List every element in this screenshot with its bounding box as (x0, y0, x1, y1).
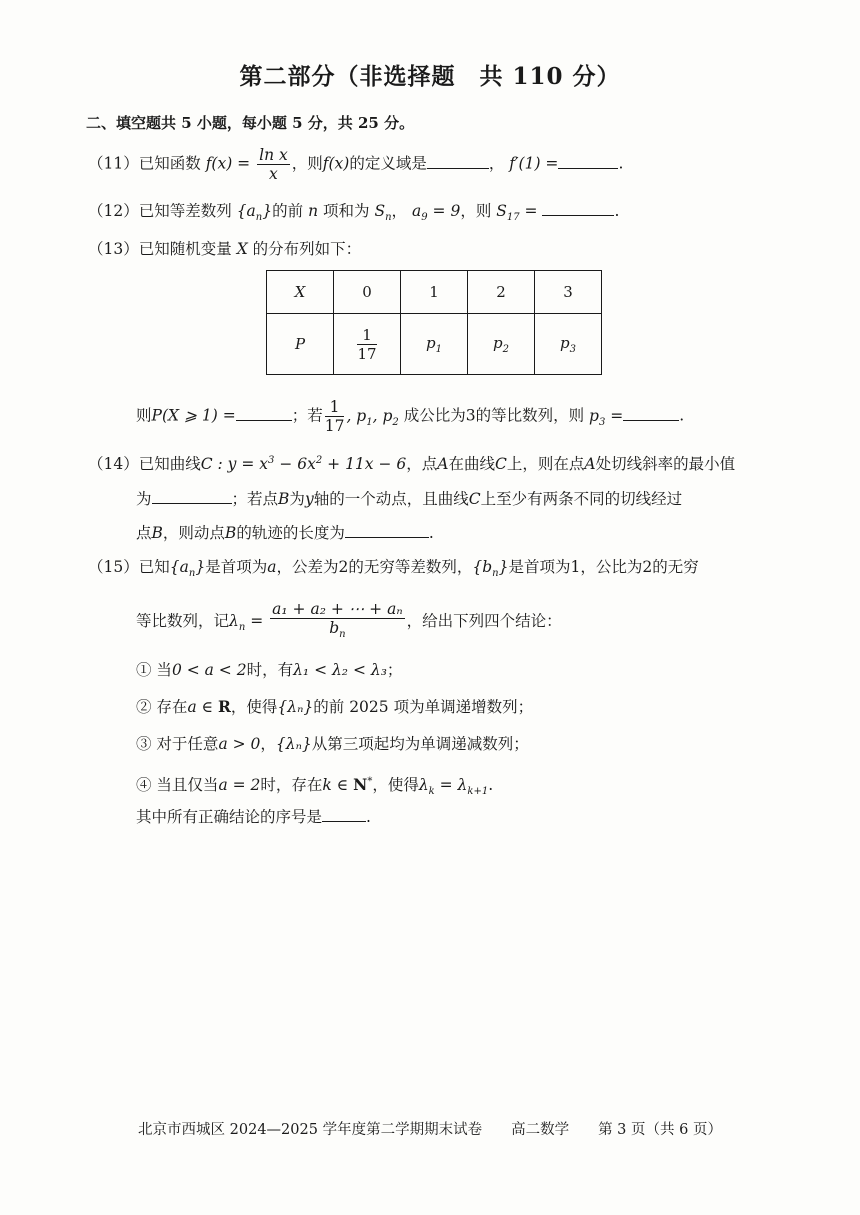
question-text: ；若点 (231, 490, 279, 508)
question-text: ，给出下列四个结论： (406, 612, 562, 631)
math-expr: $a_9 = 9$ (411, 202, 461, 224)
question-text: 已知曲线 (138, 455, 201, 474)
question-text: ；若 (291, 406, 323, 425)
math-number: 2 (642, 558, 653, 576)
math-expr: {λₙ} (275, 735, 312, 753)
math-expr: λ₁ < λ₂ < λ₃ (293, 661, 387, 679)
question-text: 点 (136, 524, 152, 542)
question-text: ，则 (460, 202, 492, 220)
question-number: （14） (88, 455, 139, 474)
question-text: 的前 2025 项为单调递增数列； (313, 698, 534, 716)
math-expr: k ∈ (322, 776, 354, 795)
answer-blank[interactable] (427, 154, 489, 169)
math-expr: $S_n$ (374, 202, 392, 224)
math-var: X (236, 240, 248, 258)
question-number: （13） (88, 240, 139, 258)
question-text: 时，有 (246, 661, 294, 679)
math-expr: C : $y = x^3 - 6x^2 + 11x - 6$ (200, 455, 407, 474)
question-13 (88, 238, 361, 260)
fraction: $\frac{1}{17}$ (324, 398, 345, 435)
math-number: 3 (465, 406, 476, 425)
math-var: a (267, 558, 277, 576)
math-expr: $\{b_n\}$ (472, 558, 509, 580)
question-text: 从第三项起均为单调递减数列； (311, 735, 529, 753)
question-text: 轴的一个动点，且曲线 (313, 490, 469, 508)
question-15-line2 (136, 600, 562, 644)
section-heading: 二、填空题共 5 小题，每小题 5 分，共 25 分。 (86, 114, 415, 132)
question-12: （12）已知等差数列 $\{a_n\}$的前 n 项和为 $S_n$， $a_9 = 9$，则 $S_{17}$ = . (88, 202, 620, 224)
math-expr: $\{a_n\}$ (236, 202, 273, 224)
question-text: 的等比数列，则 (475, 406, 585, 425)
math-expr: a ∈ (187, 698, 219, 716)
math-expr: f(x) = (205, 154, 251, 173)
table-cell: X (267, 271, 334, 314)
question-text: ，使得 (372, 776, 419, 795)
table-cell: $p_2$ (468, 314, 535, 375)
table-row (267, 314, 602, 375)
math-set: R (218, 697, 231, 716)
math-expr: 0 < a < 2 (171, 661, 247, 679)
fraction: $\frac{\text{a₁ + a₂ + ⋯ + aₙ}}{b_n}$ (272, 600, 403, 641)
math-var: n (308, 202, 319, 220)
table-cell: 2 (468, 271, 535, 314)
question-text: 在曲线 (448, 455, 495, 474)
math-var: A (437, 455, 449, 474)
answer-blank[interactable] (236, 406, 292, 421)
answer-blank[interactable] (623, 406, 679, 421)
page-title: 第二部分（非选择题 共 110 分） (239, 63, 621, 90)
question-14-line2 (136, 488, 682, 510)
table-cell: P (267, 314, 334, 375)
question-text: 上至少有两条不同的切线经过 (480, 490, 683, 508)
table-cell: $p_1$ (401, 314, 468, 375)
table-cell: 1 (401, 271, 468, 314)
conclusion-2 (136, 696, 533, 718)
math-var: C (494, 455, 507, 474)
answer-blank[interactable] (322, 807, 366, 822)
question-text: 为 (289, 490, 305, 508)
question-text: . (488, 776, 494, 795)
math-set: N (353, 775, 368, 795)
question-text: 的分布列如下： (252, 240, 362, 258)
question-text: ，使得 (230, 698, 278, 716)
question-text: ① 当 (136, 661, 172, 679)
math-expr: a > 0 (218, 735, 261, 753)
question-text: 的轨迹的长度为 (236, 524, 345, 542)
table-cell: 0 (334, 271, 401, 314)
math-expr: $\{a_n\}$ (169, 558, 206, 580)
answer-blank[interactable] (542, 201, 614, 216)
math-expr: $\lambda_k = \lambda_{k+1}$ (418, 776, 489, 798)
question-text: ， (260, 735, 276, 753)
math-sup: * (367, 776, 373, 787)
question-text: 的无穷 (652, 558, 699, 576)
question-text: 的无穷等差数列， (348, 558, 473, 576)
question-text: ② 存在 (136, 698, 188, 716)
question-text: 已知等差数列 (138, 202, 232, 220)
question-text: ， (488, 154, 505, 173)
question-text: 上，则在点 (506, 455, 585, 474)
question-14-line3: 点B，则动点B的轨迹的长度为 . (136, 524, 434, 542)
question-text: 是首项为 (508, 558, 571, 576)
math-number: 2 (338, 558, 349, 576)
question-text: ， (391, 202, 408, 220)
question-text: 则 (136, 406, 152, 425)
question-text: 成公比为 (403, 406, 466, 425)
question-text: 的前 (272, 202, 304, 220)
question-text: 已知 (138, 558, 170, 576)
math-number: 1 (570, 558, 581, 576)
page-footer: 北京市西城区 2024—2025 学年度第二学期期末试卷 高二数学 第 3 页（共 6 页） (138, 1122, 722, 1138)
question-text: 其中所有正确结论的序号是 (136, 808, 323, 826)
conclusion-1 (136, 659, 402, 681)
distribution-table (266, 270, 602, 375)
math-var: B (224, 524, 237, 542)
question-text: 已知随机变量 (138, 240, 232, 258)
question-text: ； (386, 661, 403, 679)
table-cell: $\frac{1}{17}$ (334, 314, 401, 375)
question-text: ④ 当且仅当 (136, 776, 219, 795)
question-15-line1 (88, 556, 699, 585)
math-var: A (584, 455, 596, 474)
conclusion-4 (136, 771, 493, 803)
question-text: 是首项为 (205, 558, 268, 576)
conclusion-3 (136, 733, 529, 755)
question-text: ，则动点 (162, 524, 225, 542)
question-14-line1 (88, 450, 735, 475)
math-expr: , $p_1$, $p_2$ (346, 406, 399, 428)
answer-blank[interactable] (152, 489, 232, 504)
fraction: $\frac{\text{ln x}}{x}$ (259, 146, 288, 183)
math-expr: $p_3$ = (589, 406, 624, 428)
math-expr: f(x) (322, 154, 350, 173)
table-row (267, 271, 602, 314)
table-cell: $p_3$ (535, 314, 602, 375)
question-text: ，公比为 (580, 558, 643, 576)
question-number: （12） (88, 202, 139, 220)
question-text: 项和为 (323, 202, 370, 220)
question-11: （11）已知函数 f(x) = $\frac{\text{ln x}}{x}$ ，则f(x)的定义域是 ， f′(1) = . (88, 146, 624, 183)
question-text: ，则 (291, 154, 323, 173)
question-text: 处切线斜率的最小值 (595, 455, 736, 474)
question-text: 等比数列，记 (136, 612, 230, 631)
math-expr: {λₙ} (277, 698, 314, 716)
question-text: ，公差为 (276, 558, 339, 576)
question-text: ③ 对于任意 (136, 735, 219, 753)
question-number: （15） (88, 558, 139, 576)
question-text: 的定义域是 (349, 154, 427, 173)
table-cell: 3 (535, 271, 602, 314)
math-expr: f′(1) = (509, 154, 559, 173)
question-13-line2: 则P(X ⩾ 1) = ；若 $\frac{1}{17}$ , $p_1$, $p_2$ 成公比为3的等比数列，则 $p_3$ = . (136, 398, 685, 435)
math-var: y (304, 490, 314, 508)
question-text: 已知函数 (138, 154, 201, 173)
question-number: （11） (88, 154, 139, 173)
math-var: C (468, 490, 481, 508)
math-expr: a = 2 (218, 776, 261, 795)
math-expr: $S_{17}$ = (496, 202, 538, 224)
math-var: B (151, 524, 163, 542)
answer-blank[interactable] (345, 523, 429, 538)
question-text: 时，存在 (260, 776, 323, 795)
answer-blank[interactable] (558, 154, 618, 169)
math-expr: $\lambda_n$ = (229, 612, 264, 634)
question-15-final: 其中所有正确结论的序号是 . (136, 808, 371, 826)
math-expr: P(X ⩾ 1) = (151, 406, 236, 425)
question-text: ，点 (406, 455, 438, 474)
question-text: 为 (136, 490, 152, 508)
math-var: B (278, 490, 290, 508)
